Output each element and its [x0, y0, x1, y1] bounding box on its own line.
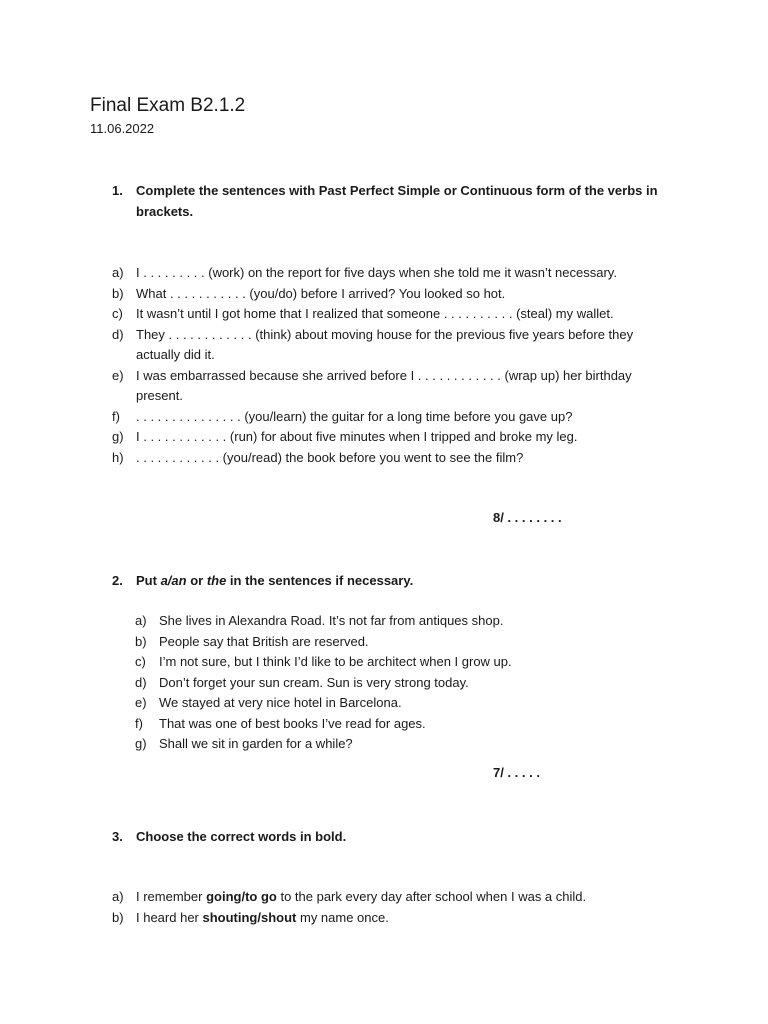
list-item: a) I . . . . . . . . . (work) on the report for five days when she told me it wasn’t necessary.: [112, 265, 617, 280]
list-item: d) Don’t forget your sun cream. Sun is very strong today.: [135, 674, 469, 690]
list-item: f) That was one of best books I’ve read for ages.: [135, 715, 426, 731]
section-1-number: 1.: [112, 183, 123, 198]
section-2-score: 7/ . . . . .: [493, 765, 540, 780]
list-item: b) I heard her shouting/shout my name once.: [112, 909, 389, 925]
section-1-instruction: Complete the sentences with Past Perfect Simple or Continuous form of the verbs in brackets.: [136, 183, 658, 219]
section-2-list: [135, 611, 675, 755]
section-2-instruction: Put a/an or the in the sentences if necessary.: [136, 573, 414, 588]
list-item: a) She lives in Alexandra Road. It’s not far from antiques shop.: [135, 613, 504, 628]
section-1-score: 8/ . . . . . . . .: [493, 510, 562, 525]
document-date: 11.06.2022: [90, 121, 155, 136]
section-2-number: 2.: [112, 573, 123, 588]
section-3-number: 3.: [112, 829, 123, 844]
section-1-list: [112, 263, 672, 468]
document-title: Final Exam B2.1.2: [90, 95, 246, 116]
section-3-heading: [112, 826, 672, 847]
list-item: h) . . . . . . . . . . . . (you/read) the book before you went to see the film?: [112, 449, 524, 465]
section-3-list: [112, 887, 672, 928]
list-item: d) They . . . . . . . . . . . . (think) about moving house for the previous five years before they actually did it.: [112, 326, 634, 362]
list-item: a) I remember going/to go to the park every day after school when I was a child.: [112, 889, 587, 904]
list-item: c) It wasn’t until I got home that I realized that someone . . . . . . . . . . (steal) my wallet.: [112, 306, 614, 321]
section-3-instruction: Choose the correct words in bold.: [136, 829, 347, 844]
list-item: e) We stayed at very nice hotel in Barcelona.: [135, 695, 402, 710]
section-2-heading: [112, 570, 672, 591]
list-item: g) Shall we sit in garden for a while?: [135, 736, 353, 751]
list-item: e) I was embarrassed because she arrived before I . . . . . . . . . . . . (wrap up) her birthday present.: [112, 367, 632, 403]
list-item: f) . . . . . . . . . . . . . . . (you/learn) the guitar for a long time before you gave up?: [112, 408, 573, 424]
list-item: b) What . . . . . . . . . . . (you/do) before I arrived? You looked so hot.: [112, 285, 506, 301]
section-1-heading: [112, 180, 672, 222]
list-item: g) I . . . . . . . . . . . . (run) for about five minutes when I tripped and broke my leg.: [112, 429, 578, 444]
list-item: b) People say that British are reserved.: [135, 633, 369, 649]
list-item: c) I’m not sure, but I think I’d like to be architect when I grow up.: [135, 654, 512, 669]
